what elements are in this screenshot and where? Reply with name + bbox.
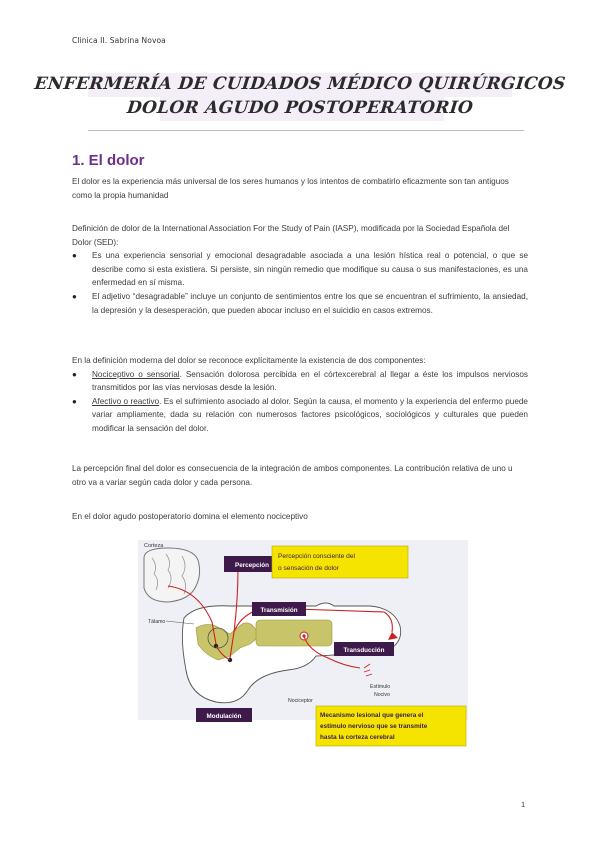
document-title-line-1: ENFERMERÍA DE CUIDADOS MÉDICO QUIRÚRGICOS — [33, 74, 567, 94]
component-term: Afectivo o reactivo — [92, 396, 160, 406]
bullet-icon: ● — [72, 396, 77, 406]
mechanism-note-line-1: Mecanismo lesional que genera el — [320, 712, 424, 719]
section-heading: 1. El dolor — [72, 152, 145, 169]
list-item: ● El adjetivo “desagradable” incluye un conjunto de sentimientos entre los que se encuentran el sufrimiento, la ansiedad, la depresión y la desesperación, que pueden abocar incluso en el suicidio en casos extremos. — [72, 291, 528, 315]
perception-note-line-2: o sensación de dolor — [278, 565, 339, 572]
intro-paragraph: El dolor es la experiencia más universal de los seres humanos y los intentos de combatirlo eficazmente son tan antiguos como la propia humanidad — [72, 177, 509, 200]
definition-list — [72, 249, 528, 317]
components-lead: En la definición moderna del dolor se reconoce explícitamente la existencia de dos componentes: — [72, 356, 426, 365]
list-item: ● Nociceptivo o sensorial. Sensación dolorosa percibida en el córtexcerebral al llegar a éste los impulsos nerviosos transmitidos por las vías nerviosas desde la lesión. — [72, 369, 528, 393]
definition-lead: Definición de dolor de la International Association For the Study of Pain (IASP), modificada por la Sociedad Española del Dolor (SED): — [72, 224, 510, 247]
label-modulacion: Modulación — [206, 713, 242, 720]
mechanism-note-line-2: estímulo nervioso que se transmite — [320, 723, 428, 730]
label-estimulo-1: Estímulo — [370, 684, 391, 690]
title-divider — [88, 130, 524, 131]
label-talamo: Tálamo — [148, 619, 166, 625]
components-block — [72, 354, 528, 436]
bullet-icon: ● — [72, 251, 77, 261]
label-transmision: Transmisión — [260, 607, 298, 614]
mechanism-note-line-3: hasta la corteza cerebral — [320, 734, 395, 741]
list-item: ● Afectivo o reactivo. Es el sufrimiento asociado al dolor. Según la causa, el momento y la experiencia del enfermo puede variar ampliamente, dada su relación con numerosos factores psicológicos, sociológicos y culturales que pueden modificar la sensación del dolor. — [72, 396, 528, 433]
pain-pathway-diagram — [138, 540, 468, 750]
bullet-icon: ● — [72, 369, 77, 379]
component-term: Nociceptivo o sensorial — [92, 369, 180, 379]
bullet-icon: ● — [72, 291, 77, 301]
label-estimulo-2: Nocivo — [374, 692, 390, 698]
perception-note — [272, 546, 408, 578]
definition-block — [72, 222, 528, 317]
components-list — [72, 368, 528, 436]
document-title-line-2: DOLOR AGUDO POSTOPERATORIO — [125, 98, 475, 118]
label-percepcion: Percepción — [235, 562, 269, 569]
label-corteza: Corteza — [144, 543, 164, 549]
postop-paragraph: En el dolor agudo postoperatorio domina el elemento nociceptivo — [72, 512, 308, 521]
page-number: 1 — [521, 800, 526, 809]
label-transduccion: Transducción — [343, 647, 385, 654]
list-item: ● Es una experiencia sensorial y emocional desagradable asociada a una lesión hística real o potencial, o que se describe como si esta existiera. Si persiste, sin ningún remedio que modifique su causa o sus manifestaciones, es una enfermedad en sí misma. — [72, 251, 528, 288]
label-nociceptor: Nociceptor — [288, 698, 313, 704]
perception-paragraph: La percepción final del dolor es consecuencia de la integración de ambos componentes. La contribución relativa de uno u otro va a variar según cada dolor y cada persona. — [72, 464, 513, 487]
page-header: Clinica II. Sabrina Novoa — [72, 36, 166, 45]
perception-note-line-1: Percepción consciente del — [278, 553, 355, 560]
